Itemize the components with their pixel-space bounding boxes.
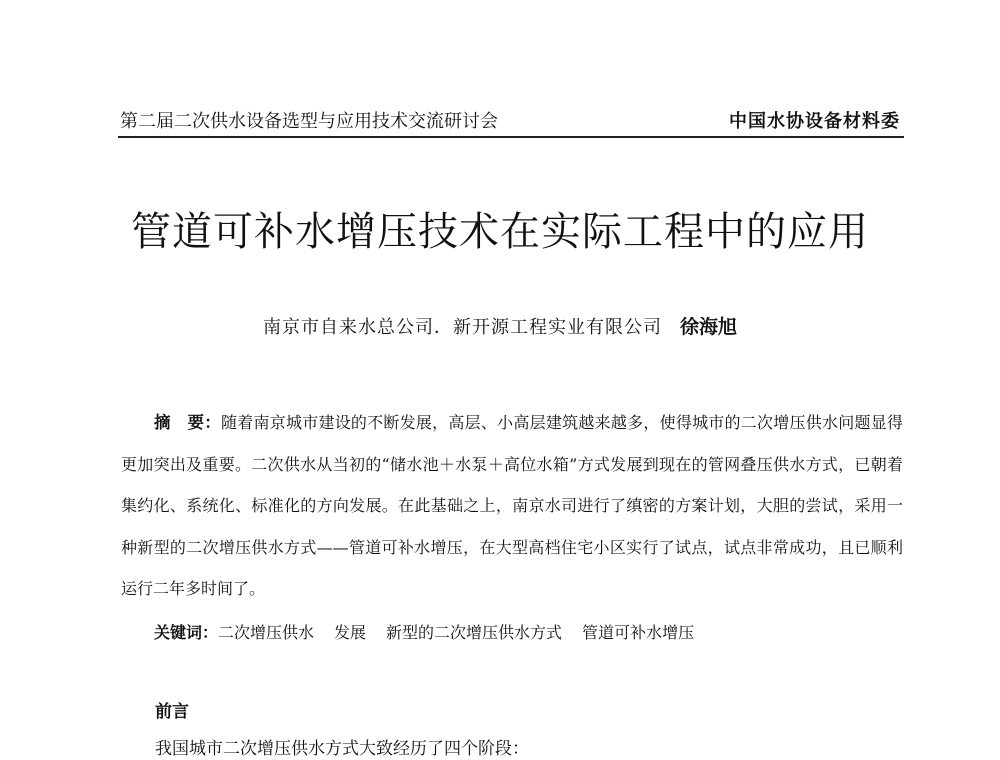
keywords-label: 关键词： xyxy=(154,623,219,642)
keyword: 发展 xyxy=(334,623,367,642)
abstract-label: 摘 要： xyxy=(154,413,221,432)
abstract-text: 随着南京城市建设的不断发展，高层、小高层建筑越来越多，使得城市的二次增压供水问题显得更加突出及重要。二次供水从当初的“储水池＋水泵＋高位水箱”方式发展到现在的管网叠压供水方式，已朝着集约化、系统化、标准化的方向发展。在此基础之上，南京水司进行了缜密的方案计划，大胆的尝试，采用一种新型的二次增压供水方式——管道可补水增压，在大型高档住宅小区实行了试点，试点非常成功，且已顺利运行二年多时间了。 xyxy=(121,413,903,598)
running-header xyxy=(118,110,904,138)
author-line xyxy=(0,312,1000,339)
author-name: 徐海旭 xyxy=(679,316,737,338)
conference-name: 第二届二次供水设备选型与应用技术交流研讨会 xyxy=(120,111,498,132)
keyword: 新型的二次增压供水方式 xyxy=(386,623,563,642)
abstract xyxy=(121,402,903,610)
paper-title: 管道可补水增压技术在实际工程中的应用 xyxy=(131,209,869,255)
section-heading: 前言 xyxy=(155,702,189,722)
keyword: 管道可补水增压 xyxy=(582,623,695,642)
author-affiliation: 南京市自来水总公司．新开源工程实业有限公司 xyxy=(262,317,662,338)
keywords xyxy=(154,620,694,643)
keyword: 二次增压供水 xyxy=(218,623,315,642)
body-paragraph: 我国城市二次增压供水方式大致经历了四个阶段： xyxy=(155,739,529,759)
committee-name: 中国水协设备材料委 xyxy=(729,111,900,132)
